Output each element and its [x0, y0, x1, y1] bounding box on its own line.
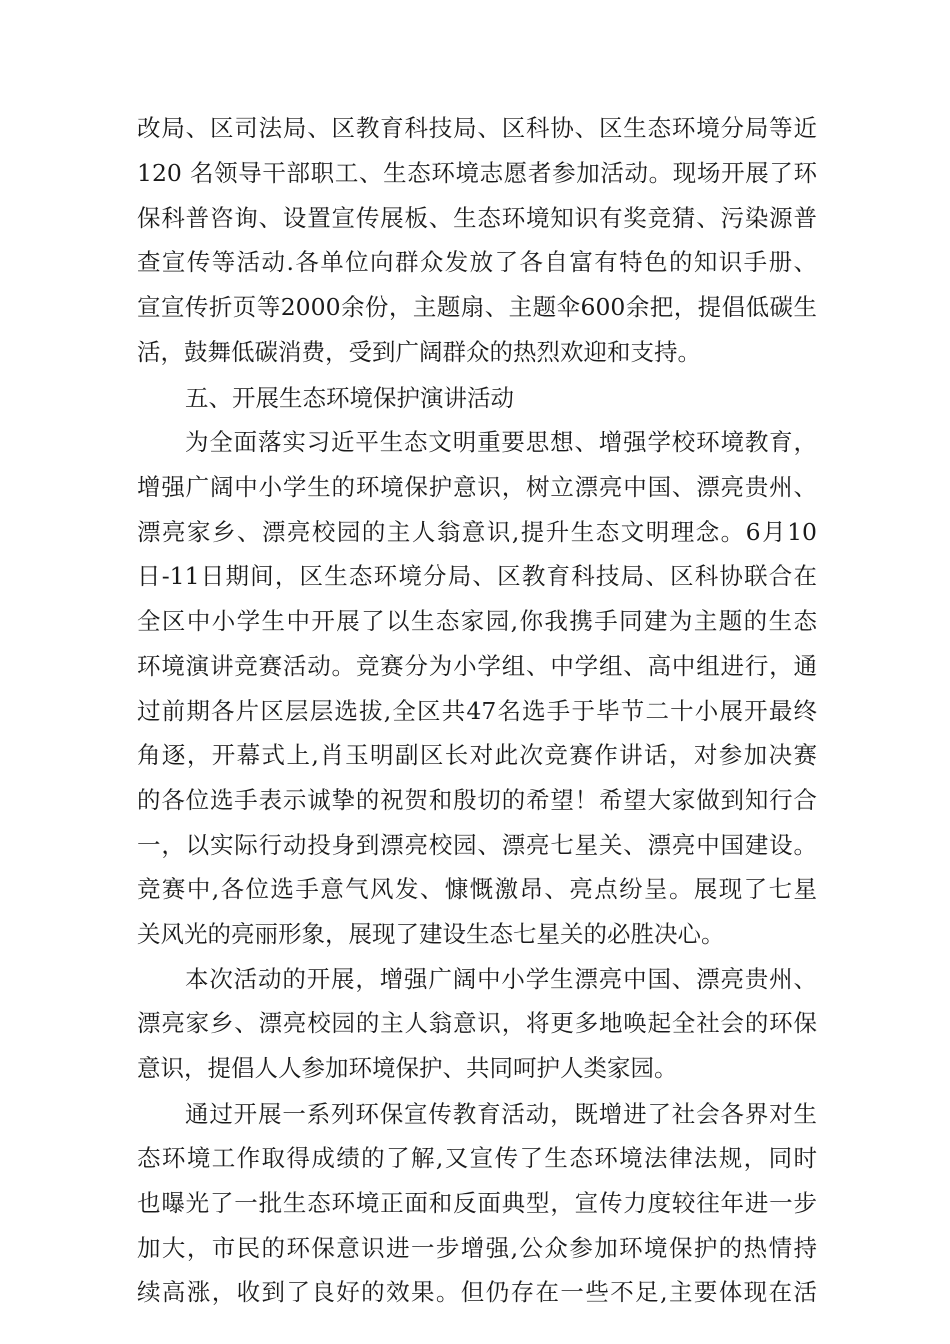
text-line: 竞赛中,各位选手意气风发、慷慨激昂、亮点纷呈。展现了七星	[137, 875, 817, 903]
text-line: 通过开展一系列环保宣传教育活动，既增进了社会各界对生	[185, 1100, 817, 1128]
text-line: 关风光的亮丽形象，展现了建设生态七星关的必胜决心。	[137, 920, 725, 948]
text-line: 120 名领导干部职工、生态环境志愿者参加活动。现场开展了环	[137, 159, 817, 187]
text-line: 漂亮家乡、漂亮校园的主人翁意识,提升生态文明理念。6月10	[137, 518, 817, 546]
text-line: 角逐，开幕式上,肖玉明副区长对此次竞赛作讲话，对参加决赛	[137, 741, 817, 769]
text-line: 环境演讲竞赛活动。竞赛分为小学组、中学组、高中组进行，通	[137, 652, 817, 680]
text-line: 改局、区司法局、区教育科技局、区科协、区生态环境分局等近	[137, 114, 817, 142]
text-line: 保科普咨询、设置宣传展板、生态环境知识有奖竞猜、污染源普	[137, 204, 817, 232]
text-line: 漂亮家乡、漂亮校园的主人翁意识，将更多地唤起全社会的环保	[137, 1009, 817, 1037]
text-line: 一，以实际行动投身到漂亮校园、漂亮七星关、漂亮中国建设。	[137, 831, 817, 859]
text-line: 的各位选手表示诚挚的祝贺和殷切的希望！希望大家做到知行合	[137, 786, 817, 814]
text-line: 本次活动的开展，增强广阔中小学生漂亮中国、漂亮贵州、	[185, 965, 817, 993]
text-line: 续高涨，收到了良好的效果。但仍存在一些不足,主要体现在活	[137, 1278, 817, 1306]
text-line: 为全面落实习近平生态文明重要思想、增强学校环境教育，	[185, 428, 817, 456]
text-line: 宣宣传折页等2000余份，主题扇、主题伞600余把，提倡低碳生	[137, 293, 817, 321]
text-line: 查宣传等活动.各单位向群众发放了各自富有特色的知识手册、	[137, 248, 817, 276]
text-line: 过前期各片区层层选拔,全区共47名选手于毕节二十小展开最终	[137, 697, 817, 725]
text-line: 增强广阔中小学生的环境保护意识，树立漂亮中国、漂亮贵州、	[137, 473, 817, 501]
section-heading: 五、开展生态环境保护演讲活动	[185, 384, 514, 412]
text-line: 全区中小学生中开展了以生态家园,你我携手同建为主题的生态	[137, 607, 817, 635]
text-line: 加大，市民的环保意识进一步增强,公众参加环境保护的热情持	[137, 1234, 817, 1262]
text-line: 也曝光了一批生态环境正面和反面典型，宣传力度较往年进一步	[137, 1189, 817, 1217]
text-line: 意识，提倡人人参加环境保护、共同呵护人类家园。	[137, 1054, 678, 1082]
text-line: 日-11日期间，区生态环境分局、区教育科技局、区科协联合在	[137, 562, 817, 590]
text-line: 态环境工作取得成绩的了解,又宣传了生态环境法律法规，同时	[137, 1144, 817, 1172]
text-line: 活，鼓舞低碳消费，受到广阔群众的热烈欢迎和支持。	[137, 338, 701, 366]
